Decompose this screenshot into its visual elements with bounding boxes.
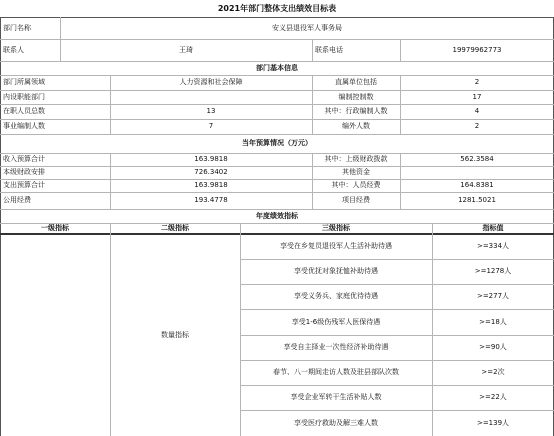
basic-info-value: 17 [472,92,482,101]
budget-label: 公用经费 [3,196,31,204]
phone-label: 联系电话 [315,45,343,54]
budget-label: 支出预算合计 [3,181,45,189]
budget-value: 163.9818 [194,181,228,189]
level2-quantity-indicator: 数量指标 [161,330,189,339]
budget-value: 562.3584 [460,155,494,163]
level3-indicator-name: 春节、八一期间走访人数及驻县部队次数 [273,368,399,376]
basic-info-value: 人力资源和社会保障 [179,78,243,86]
level3-indicator-name: 享受自主择业一次性经济补助待遇 [283,343,389,351]
col-header-level1: 一级指标 [41,224,69,232]
basic-info-label: 事业编制人数 [3,122,45,130]
dept-name-value: 安义县退役军人事务局 [272,23,342,32]
budget-value: 164.8381 [460,181,494,189]
basic-info-heading: 部门基本信息 [256,63,298,72]
basic-info-value: 2 [474,78,480,86]
indicator-target-value: >=2次 [481,368,505,376]
contact-value: 王琦 [179,45,193,54]
level3-indicator-name: 享受优抚对象抚恤补助待遇 [294,267,378,275]
level3-indicator-name: 享受1-6级伤残军人医保待遇 [291,317,381,326]
level3-indicator-name: 享受义务兵、家庭优待待遇 [294,292,378,300]
basic-info-label: 其中：行政编制人数 [324,107,388,115]
budget-value: 726.3402 [194,168,228,176]
col-header-level2: 二级指标 [161,224,189,232]
indicator-target-value: >=334人 [476,242,510,250]
budget-label: 其中：上级财政拨款 [324,155,388,163]
basic-info-label: 编外人数 [342,122,370,130]
basic-info-label: 内设职能部门 [3,92,45,101]
indicator-target-value: >=90人 [479,343,507,351]
budget-value [400,166,554,179]
level3-indicator-name: 享受企业军转干生活补贴人数 [290,393,382,401]
phone-value: 19979962773 [452,45,502,54]
budget-value: 193.4778 [194,196,228,204]
level3-indicator-name: 享受医疗救助及解三难人数 [294,418,378,427]
dept-name-label: 部门名称 [3,23,31,32]
budget-value: 1281.5021 [458,196,496,204]
basic-info-label: 编制控制数 [338,92,374,101]
budget-label: 项目经费 [342,196,370,204]
budget-label: 收入预算合计 [3,155,45,163]
basic-info-value: 4 [474,107,480,115]
budget-value: 163.9818 [194,155,228,163]
col-header-level3: 三级指标 [322,224,350,232]
budget-label: 其中：人员经费 [331,181,381,189]
indicator-target-value: >=139人 [476,418,510,427]
basic-info-label: 在职人员总数 [3,107,45,115]
basic-info-label: 部门所属领域 [3,78,45,86]
contact-label: 联系人 [3,45,24,54]
basic-info-value [110,90,312,104]
performance-heading: 年度绩效指标 [256,211,298,220]
indicator-target-value: >=277人 [476,292,510,300]
col-header-value: 指标值 [482,224,504,232]
budget-heading: 当年预算情况（万元） [242,139,312,147]
budget-label: 本级财政安排 [3,168,45,176]
level3-indicator-name: 享受在乡复员退役军人生活补助待遇 [280,242,392,250]
basic-info-label: 直属单位包括 [335,78,377,86]
indicator-target-value: >=18人 [479,317,507,326]
indicator-target-value: >=1278人 [474,267,512,275]
indicator-target-value: >=22人 [479,393,507,401]
basic-info-value: 7 [208,122,214,130]
basic-info-value: 2 [474,122,480,130]
basic-info-value: 13 [206,107,216,115]
sheet-title: 2021年部门整体支出绩效目标表 [217,3,337,13]
budget-label: 其他资金 [342,168,370,176]
